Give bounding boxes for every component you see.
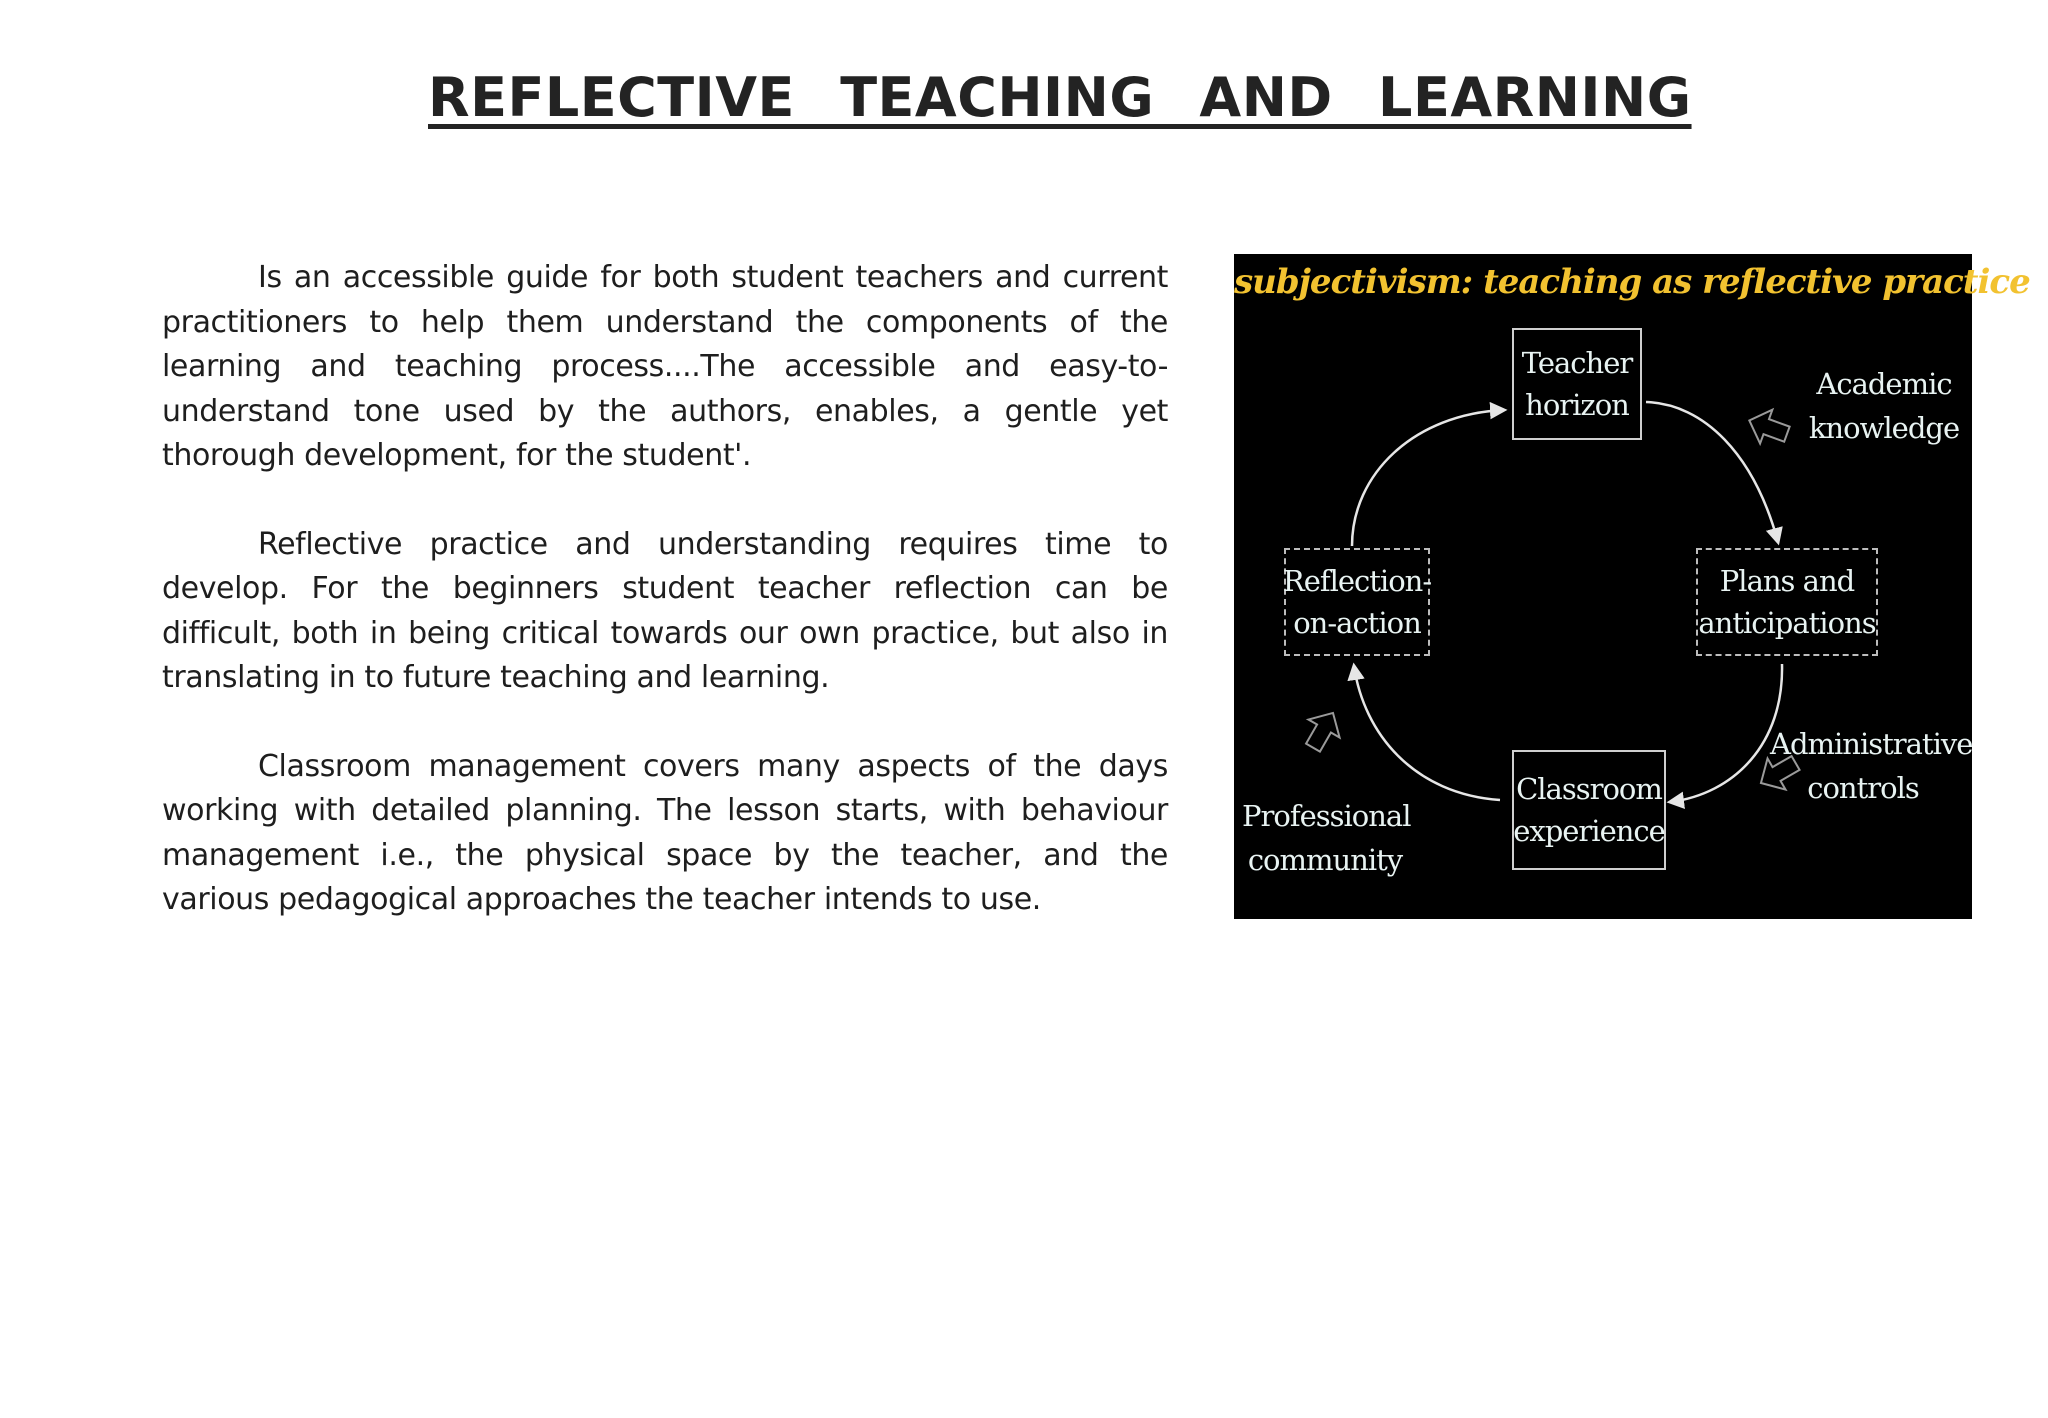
- paragraph-classroom-management: Classroom management covers many aspects of the days working with detailed planning. The lesson starts, with behaviour management i.e., the physical space by the teacher, and the various pedagogical approaches the teacher intends to use.: [162, 748, 1168, 917]
- body-text: [162, 256, 1168, 967]
- node-classroom-experience: [1512, 750, 1666, 870]
- node-reflection-label: Reflection- on-action: [1282, 564, 1432, 640]
- arrow-teacher-to-plans: [1646, 402, 1778, 542]
- input-arrow-academic-icon: [1743, 404, 1793, 452]
- input-professional-community: Professional community: [1242, 799, 1411, 877]
- node-reflection-on-action: [1284, 548, 1430, 656]
- arrow-classroom-to-reflection: [1354, 666, 1500, 800]
- paragraph-intro: Is an accessible guide for both student teachers and current practitioners to help them understand the components of the learning and teaching process....The accessible and easy-to-understand tone used by the authors, enables, a gentle yet thorough development, for the student'.: [162, 260, 1168, 473]
- page-title: REFLECTIVE TEACHING AND LEARNING: [428, 66, 1692, 129]
- node-teacher-horizon-label: Teacher horizon: [1521, 346, 1633, 422]
- arrow-plans-to-classroom: [1670, 664, 1782, 802]
- node-classroom-label: Classroom experience: [1513, 772, 1665, 848]
- node-plans-and-anticipations: [1696, 548, 1878, 656]
- diagram-title: subjectivism: teaching as reflective practice: [1234, 262, 2030, 302]
- arrow-reflection-to-teacher: [1352, 410, 1504, 546]
- node-plans-label: Plans and anticipations: [1698, 564, 1876, 640]
- reflective-practice-diagram: [1234, 254, 2030, 919]
- paragraph-reflective-practice: Reflective practice and understanding requires time to develop. For the beginners student teacher reflection can be difficult, both in being critical towards our own practice, but also in translating in to future teaching and learning.: [162, 526, 1168, 695]
- input-arrow-professional-icon: [1297, 704, 1348, 757]
- input-administrative-controls: Administrative controls: [1770, 727, 1973, 805]
- input-academic-knowledge: Academic knowledge: [1808, 367, 1960, 445]
- node-teacher-horizon: [1512, 328, 1642, 440]
